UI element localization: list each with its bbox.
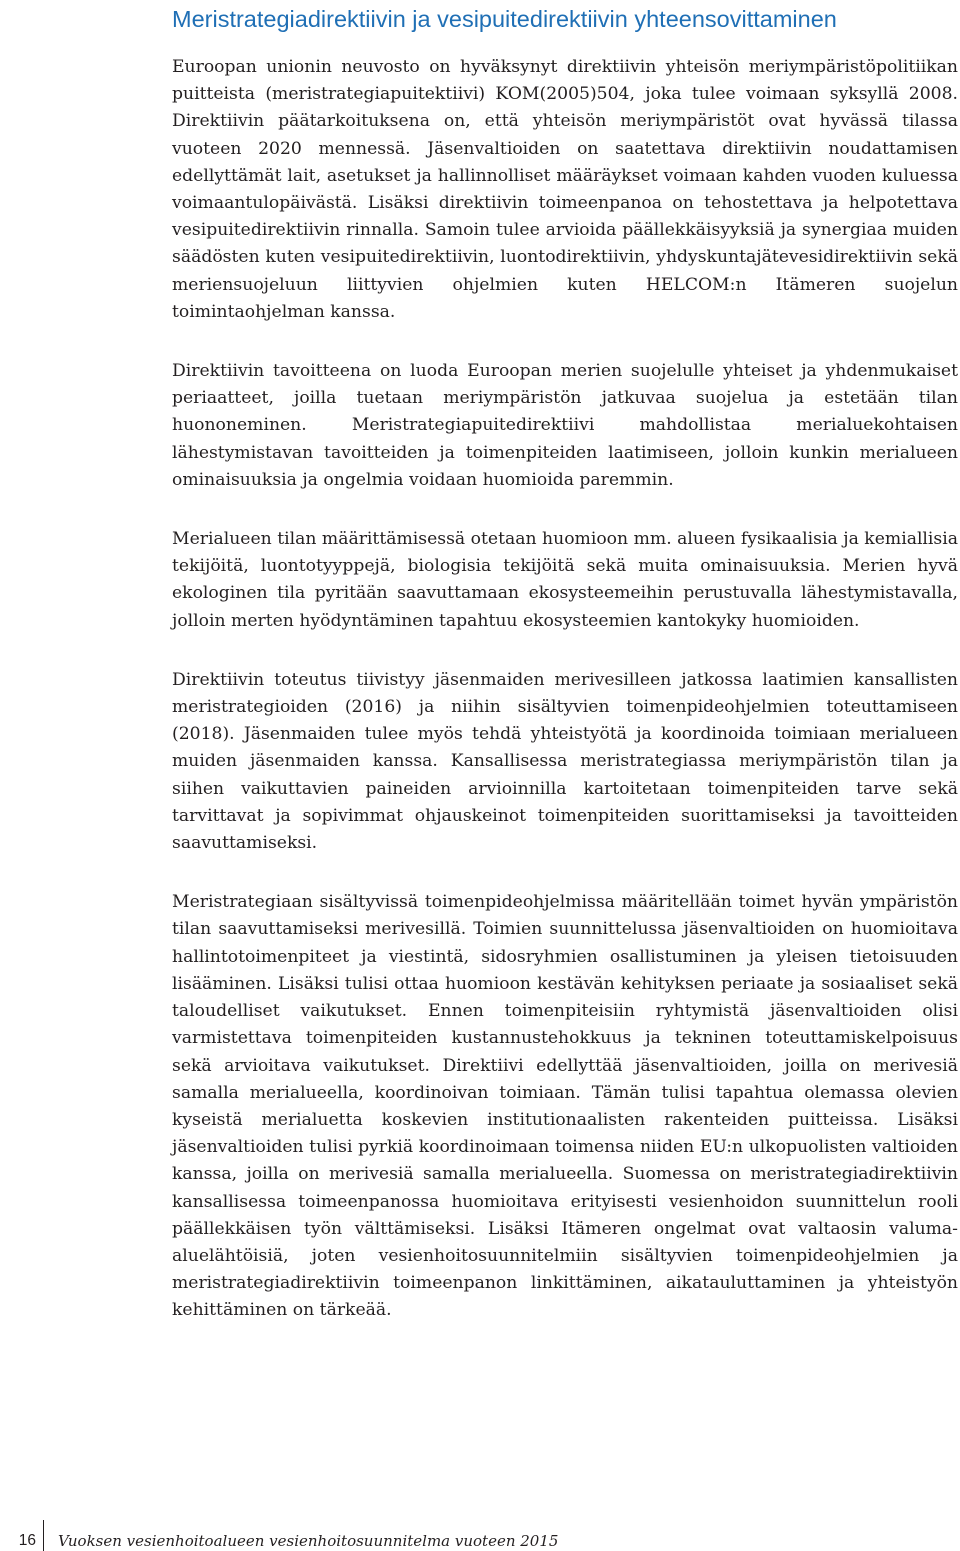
paragraph-5: Meristrategiaan sisältyvissä toimenpideohjelmissa määritellään toimet hyvän ympäristön tilan saavuttamiseksi merivesillä. Toimien suunnittelussa jäsenvaltioiden on huomioitava hallintotoimenpiteet ja viestintä, sidosryhmien osallistuminen ja yleisen tietoisuuden lisääminen. Lisäksi tulisi ottaa huomioon kestävän kehityksen periaate ja sosiaaliset sekä taloudelliset vaikutukset. Ennen toimenpiteisiin ryhtymistä jäsenvaltioiden olisi varmistettava toimenpiteiden kustannustehokkuus ja tekninen toteuttamiskelpoisuus sekä arvioitava vaikutukset. Direktiivi edellyttää jäsenvaltioiden, joilla on merivesiä samalla merialueella, koordinoivan toimiaan. Tämän tulisi tapahtua olemassa olevien kyseistä merialuetta koskevien institutionaalisten rakenteiden puitteissa. Lisäksi jäsenvaltioiden tulisi pyrkiä koordinoimaan toimensa niiden EU:n ulkopuolisten valtioiden kanssa, joilla on merivesiä samalla merialueella. Suomessa on meristrategiadirektiivin kansallisessa toimeenpanossa huomioitava erityisesti vesienhoidon suunnittelun rooli päällekkäisen työn välttämiseksi. Lisäksi Itämeren ongelmat ovat valtaosin valuma-aluelähtöisiä, joten vesienhoitosuunnitelmiin sisältyvien toimenpideohjelmien ja meristrategiadirektiivin toimeenpanon linkittäminen, aikatauluttaminen ja yhteistyön kehittäminen on tärkeää. bbox=[172, 892, 958, 1321]
paragraph-2: Direktiivin tavoitteena on luoda Euroopan merien suojelulle yhteiset ja yhdenmukaiset periaatteet, joilla tuetaan meriympäristön jatkuvaa suojelua ja estetään tilan huononeminen. Meristrategiapuitedirektiivi mahdollistaa merialuekohtaisen lähestymistavan tavoitteiden ja toimenpiteiden laatimiseen, jolloin kunkin merialueen ominaisuuksia ja ongelmia voidaan huomioida paremmin. bbox=[172, 361, 958, 490]
body-text bbox=[172, 54, 958, 1357]
paragraph-1: Euroopan unionin neuvosto on hyväksynyt direktiivin yhteisön meriympäristöpolitiikan puitteista (meristrategiapuitektiivi) KOM(2005)504, joka tulee voimaan syksyllä 2008. Direktiivin päätarkoituksena on, että yhteisön meriympäristöt ovat hyvässä tilassa vuoteen 2020 mennessä. Jäsenvaltioiden on saatettava direktiivin noudattamisen edellyttämät lait, asetukset ja hallinnolliset määräykset voimaan kahden vuoden kuluessa voimaantulopäivästä. Lisäksi direktiivin toimeenpanoa on tehostettava ja helpotettava vesipuitedirektiivin rinnalla. Samoin tulee arvioida päällekkäisyyksiä ja synergiaa muiden säädösten kuten vesipuitedirektiivin, luontodirektiivin, yhdyskuntajätevesidirektiivin sekä meriensuojeluun liittyvien ohjelmien kuten HELCOM:n Itämeren suojelun toimintaohjelman kanssa. bbox=[172, 57, 958, 322]
page-number: 16 bbox=[18, 1532, 36, 1549]
paragraph-3: Merialueen tilan määrittämisessä otetaan huomioon mm. alueen fysikaalisia ja kemiallisia tekijöitä, luontotyyppejä, biologisia tekijöitä sekä muita ominaisuuksia. Merien hyvä ekologinen tila pyritään saavuttamaan ekosysteemeihin perustuvalla lähestymistavalla, jolloin merten hyödyntäminen tapahtuu ekosysteemien kantokyky huomioiden. bbox=[172, 529, 958, 631]
page-title: Meristrategiadirektiivin ja vesipuitedirektiivin yhteensovittaminen bbox=[172, 6, 837, 32]
footer-divider bbox=[43, 1520, 44, 1551]
publication-title: Vuoksen vesienhoitoalueen vesienhoitosuunnitelma vuoteen 2015 bbox=[58, 1532, 559, 1550]
paragraph-4: Direktiivin toteutus tiivistyy jäsenmaiden merivesilleen jatkossa laatimien kansallisten meristrategioiden (2016) ja niihin sisältyvien toimenpideohjelmien toteuttamiseen (2018). Jäsenmaiden tulee myös tehdä yhteistyötä ja koordinoida toimiaan merialueen muiden jäsenmaiden kanssa. Kansallisessa meristrategiassa meriympäristön tilan ja siihen vaikuttavien paineiden arvioinnilla kartoitetaan toimenpiteiden tarve sekä tarvittavat ja sopivimmat ohjauskeinot toimenpiteiden suorittamiseksi ja tavoitteiden saavuttamiseksi. bbox=[172, 669, 958, 854]
page-footer bbox=[0, 1530, 960, 1551]
